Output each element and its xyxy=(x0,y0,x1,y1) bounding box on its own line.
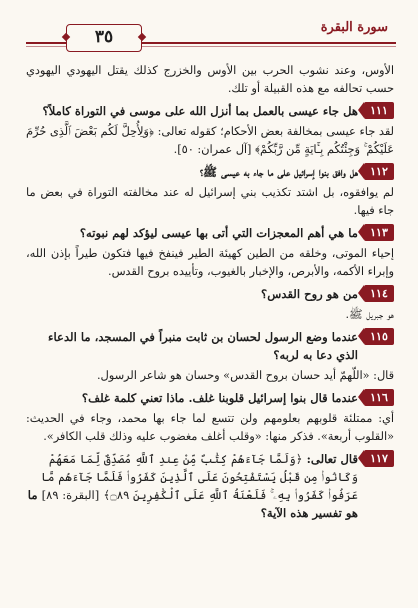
quran-verse: ﴿وَلَمَّا جَآءَهُمْ كِتَٰبٌ مِّنْ عِندِ ٱللَّهِ مُصَدِّقٌ لِّمَا مَعَهُمْ وَكَانُوا۟ مِن قَبْلُ يَسْتَفْتِحُونَ عَلَى ٱلَّذِينَ كَفَرُوا۟ فَلَمَّا جَآءَهُم مَّا عَرَفُوا۟ كَفَرُوا۟ بِهِۦ ۚ فَلَعْنَةُ ٱللَّهِ عَلَى ٱلْكَٰفِرِينَ ۝٨٩﴾ xyxy=(41,452,358,502)
question-115 xyxy=(26,328,394,364)
verse-citation: [البقرة: ٨٩] xyxy=(41,488,100,502)
question-117 xyxy=(26,450,394,522)
surah-title: سورة البقرة xyxy=(317,20,392,35)
question-number-badge: ١١٣ xyxy=(364,224,394,241)
page-content xyxy=(26,62,394,525)
question-text: من هو روح القدس؟ xyxy=(261,287,358,301)
intro-paragraph: الأوس، وعند نشوب الحرب بين الأوس والخزرج كذلك يقتل اليهودي اليهودي حسب تحالفه مع هذه القبيلة أو تلك. xyxy=(26,64,394,95)
question-text: ما هو تفسير هذه الآية؟ xyxy=(27,488,358,520)
question-113 xyxy=(26,224,394,242)
answer-111: لقد جاء عيسى بمخالفة بعض الأحكام؛ كقوله تعالى: ﴿وَلِأُحِلَّ لَكُم بَعْضَ ٱلَّذِى حُرِّمَ عَلَيْكُمْ ۚ وَجِئْتُكُم بِـَٔايَةٍ مِّن رَّبِّكُمْ﴾ [آل عمران: ٥٠]. xyxy=(26,125,394,156)
question-number-badge: ١١٢ xyxy=(364,163,394,180)
question-114 xyxy=(26,285,394,303)
answer-112: لم يوافقوه، بل اشتد تكذيب بني إسرائيل له عند مخالفته التوراة في بعض ما جاء فيها. xyxy=(26,186,394,217)
question-text: ما هي أهم المعجزات التي أتى بها عيسى ليؤكد لهم نبوته؟ xyxy=(79,226,358,240)
question-text: عندما قال بنوا إسرائيل قلوبنا غلف. ماذا تعني كلمة غلف؟ xyxy=(81,391,358,405)
question-text: هل جاء عيسى بالعمل بما أنزل الله على موسى في التوراة كاملاً؟ xyxy=(42,104,358,118)
page-header xyxy=(26,20,396,54)
question-111 xyxy=(26,102,394,120)
answer-113: إحياء الموتى، وخلقه من الطين كهيئة الطير فينفخ فيها فتكون طيراً بإذن الله، وإبراء الأكمه، والأبرص، والإخبار بالغيوب، وتأييده بروح القدس. xyxy=(26,247,394,278)
question-lead: قال تعالى: xyxy=(306,452,358,466)
question-116 xyxy=(26,389,394,407)
answer-114: هو جبريل ﷺ. xyxy=(345,308,394,321)
question-117-body xyxy=(26,450,358,522)
question-text: هل وافق بنوا إسرائيل على ما جاء به عيسى ﷺ؟ xyxy=(199,165,358,179)
question-number-badge: ١١٧ xyxy=(364,450,394,467)
question-text: عندما وضع الرسول لحسان بن ثابت منبراً في المسجد، ما الدعاء الذي دعا به لربه؟ xyxy=(48,330,358,362)
question-number-badge: ١١٦ xyxy=(364,389,394,406)
question-number-badge: ١١٥ xyxy=(364,328,394,345)
question-number-badge: ١١٤ xyxy=(364,285,394,302)
question-112 xyxy=(26,163,394,181)
question-number-badge: ١١١ xyxy=(364,102,394,119)
page-number: ٣٥ xyxy=(66,24,142,52)
answer-115: قال: «اللّهمّ أيد حسان بروح القدس» وحسان هو شاعر الرسول. xyxy=(96,369,394,382)
answer-116: أي: ممتلئة قلوبهم بعلومهم ولن تتسع لما جاء بها محمد، وجاء في الحديث: «القلوب أربعة». فذكر منها: «وقلب أغلف مغضوب عليه وذلك قلب الكافر». xyxy=(26,412,394,443)
